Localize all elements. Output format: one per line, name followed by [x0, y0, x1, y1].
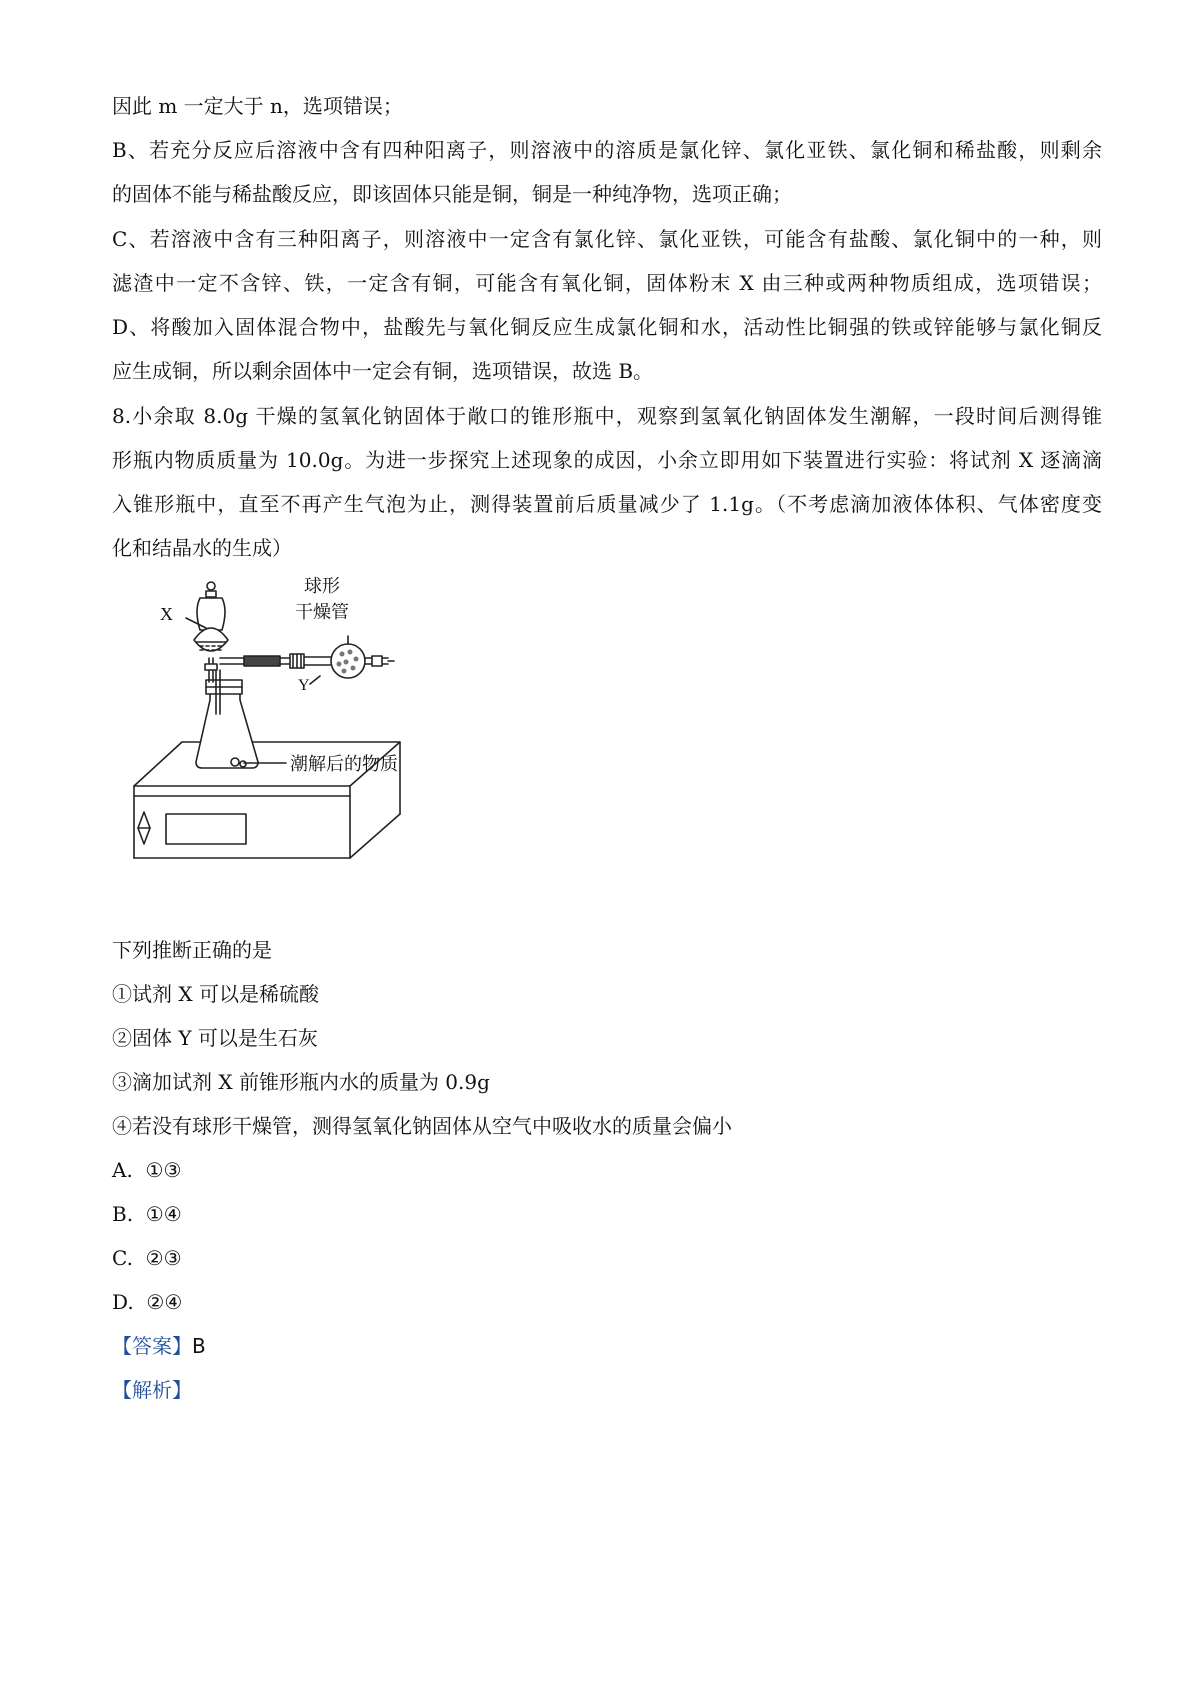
question-prompt: 下列推断正确的是 — [112, 938, 272, 962]
analysis-tag: 【解析】 — [112, 1378, 192, 1402]
answer-value: B — [192, 1334, 206, 1358]
answer-tag: 【答案】 — [112, 1334, 192, 1358]
statement-item: ④若没有球形干燥管，测得氢氧化钠固体从空气中吸收水的质量会偏小 — [112, 1114, 732, 1138]
question-stem-line: 化和结晶水的生成） — [112, 536, 292, 560]
option-d: D. ②④ — [112, 1290, 183, 1314]
separatory-funnel — [194, 582, 228, 682]
analysis-row — [112, 1376, 1102, 1404]
statement-item: ③滴加试剂 X 前锥形瓶内水的质量为 0.9g — [112, 1070, 490, 1094]
explanation-line: 应生成铜，所以剩余固体中一定会有铜，选项错误，故选 B。 — [112, 359, 654, 383]
explanation-line: D、将酸加入固体混合物中，盐酸先与氧化铜反应生成氯化铜和水，活动性比铜强的铁或锌能够与氯化铜反 — [112, 315, 1102, 339]
explanation-line: C、若溶液中含有三种阳离子，则溶液中一定含有氯化锌、氯化亚铁，可能含有盐酸、氯化铜中的一种，则 — [112, 227, 1102, 251]
option-a: A. ①③ — [112, 1158, 182, 1182]
option-c: C. ②③ — [112, 1246, 182, 1270]
statement-item: ①试剂 X 可以是稀硫酸 — [112, 982, 319, 1006]
label-drying-tube-1: 球形 — [304, 576, 340, 597]
question-stem-line: 8.小余取 8.0g 干燥的氢氧化钠固体于敞口的锥形瓶中，观察到氢氧化钠固体发生潮解，一段时间后测得锥 — [112, 404, 1102, 428]
label-y: Y — [298, 677, 310, 694]
answer-row — [112, 1332, 1102, 1360]
explanation-line: B、若充分反应后溶液中含有四种阳离子，则溶液中的溶质是氯化锌、氯化亚铁、氯化铜和稀盐酸，则剩余 — [112, 138, 1102, 162]
option-b: B. ①④ — [112, 1202, 182, 1226]
explanation-line: 的固体不能与稀盐酸反应，即该固体只能是铜，铜是一种纯净物，选项正确； — [112, 182, 792, 206]
explanation-line: 因此 m 一定大于 n，选项错误； — [112, 94, 403, 118]
label-x: X — [160, 604, 173, 624]
question-stem-line: 入锥形瓶中，直至不再产生气泡为止，测得装置前后质量减少了 1.1g。（不考虑滴加液体体积、气体密度变 — [112, 492, 1102, 516]
label-deliquesced-substance: 潮解后的物质 — [290, 754, 398, 775]
explanation-line: 滤渣中一定不含锌、铁，一定含有铜，可能含有氧化铜，固体粉末 X 由三种或两种物质组成，选项错误； — [112, 271, 1102, 295]
question-stem-line: 形瓶内物质质量为 10.0g。为进一步探究上述现象的成因，小余立即用如下装置进行实验：将试剂 X 逐滴滴 — [112, 448, 1102, 472]
label-drying-tube-2: 干燥管 — [295, 602, 349, 623]
statement-item: ②固体 Y 可以是生石灰 — [112, 1026, 318, 1050]
apparatus-diagram — [110, 576, 510, 938]
